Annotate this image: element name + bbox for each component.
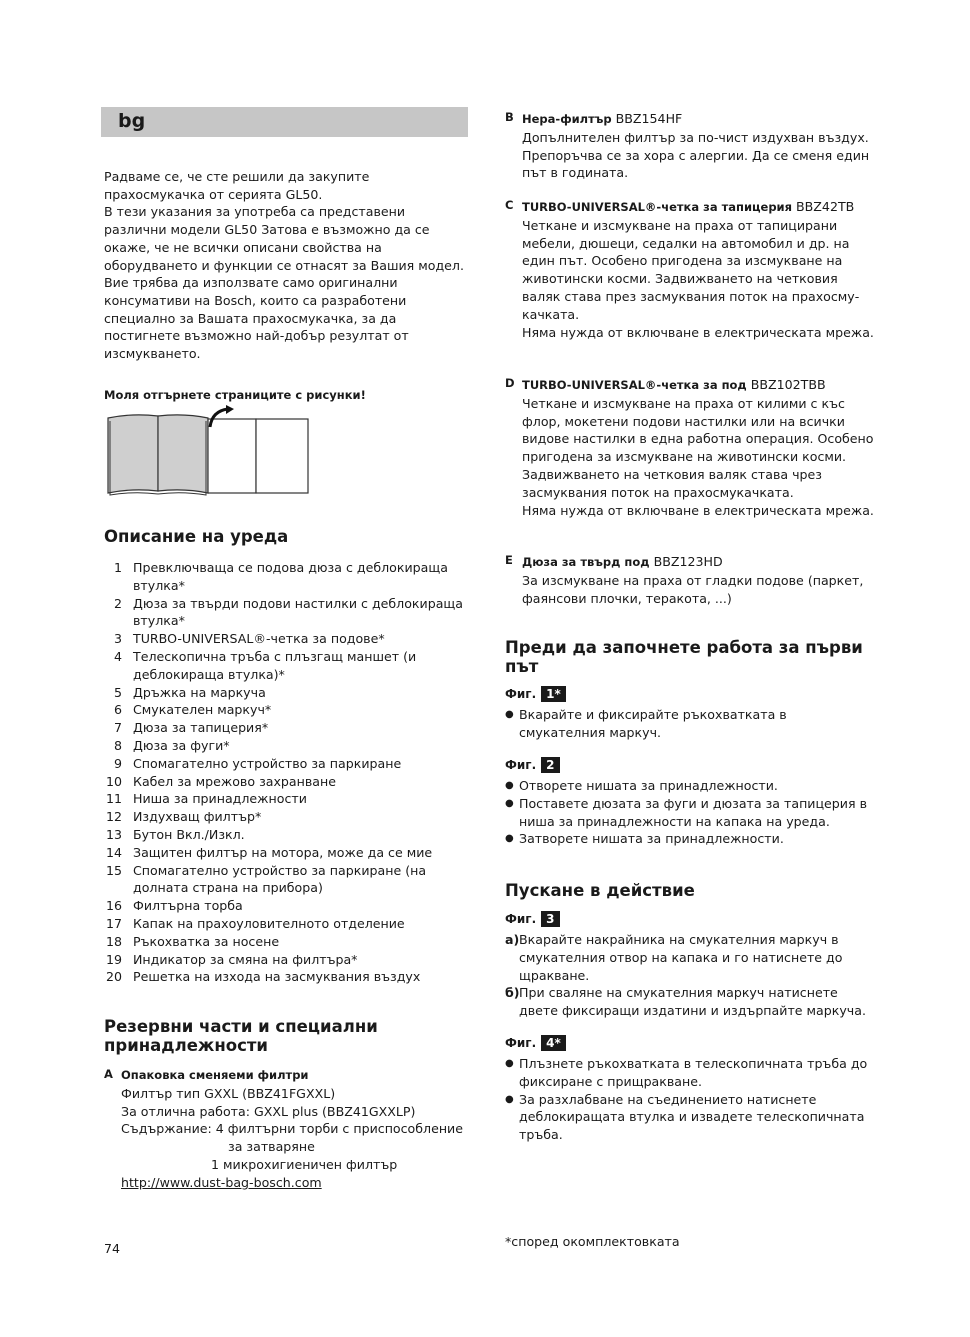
fig-1-label (505, 686, 566, 702)
parts-list-item-text: Кабел за мрежово захранване (133, 773, 337, 789)
parts-list-item (104, 737, 468, 755)
bullet-item-text: Плъзнете ръкохватката в телескопичната тръба до фиксиране с прищракване. (519, 1056, 868, 1089)
parts-list-item (104, 559, 468, 595)
parts-list-item (104, 630, 468, 648)
bullet-item (505, 1091, 875, 1144)
bullet-item-text: Поставете дюзата за фуги и дюзата за тапицерия в ниша за принадлежности на капака на уреда. (519, 795, 867, 829)
item-number: 10 (105, 773, 122, 789)
parts-list-item (104, 648, 468, 684)
bullet-item-text: За разхлабване на съединението натиснете деблокиращата втулка и извадете телескопичната тръба. (519, 1091, 865, 1143)
item-number: 1 (113, 560, 122, 575)
parts-list-item-text: Спомагателно устройство за паркиране (133, 755, 402, 771)
step-item (505, 984, 875, 1020)
parts-list-item-text: Дръжка на маркуча (133, 684, 266, 700)
parts-list-item (104, 684, 468, 702)
fig-word: Фиг. (505, 912, 537, 926)
parts-list-item-text: Дюза за тапицерия* (133, 720, 269, 736)
intro-text: Радваме се, че сте решили да закупите прахосмукачка от серията GL50. В тези указания за употреба са представени различни модели GL50 Затова е възможно да се окаже, че не всички описани свойства на оборудването и функции се отнасят за Вашия модел. Вие трябва да използвате само оригинални консумативи на Bosch, които са разработени специално за Вашата прахосмукачка, за да постигнете възможно най-добър резултат от изсмукването. (104, 169, 464, 362)
parts-list-item-text: Индикатор за смяна на филтъра* (133, 951, 358, 967)
fig-3-label (505, 911, 560, 927)
item-number: 20 (105, 969, 122, 985)
spare-entry-e (505, 553, 875, 607)
parts-list-item-text: Капак на прахоуловителното отделение (133, 915, 405, 931)
bullet-item-text: Отворете нишата за принадлежности. (519, 778, 778, 793)
fig-1-badge: 1* (541, 686, 566, 702)
parts-list-item (104, 951, 468, 969)
bullet-item (505, 795, 875, 831)
language-bar (101, 107, 468, 137)
fig-2-list (505, 777, 875, 848)
entry-code: BBZ123HD (649, 554, 723, 569)
step-item-text: Вкарайте накрайника на смукателния маркуч в смукателния отвор на капака и го натиснете до щракване. (519, 932, 843, 983)
parts-list-item (104, 755, 468, 773)
fig-2-label (505, 757, 560, 773)
footnote: *според окомплектовката (505, 1234, 680, 1249)
fig-4-list (505, 1055, 875, 1144)
fig-1-list (505, 706, 875, 742)
parts-list-item (104, 933, 468, 951)
parts-list-item-text: Филтърна торба (133, 898, 243, 914)
entry-title: Дюза за твърд под (522, 555, 650, 569)
entry-title: Hepa-филтър (522, 112, 612, 126)
item-number: 14 (105, 844, 122, 860)
parts-list (104, 559, 468, 986)
item-number: 15 (105, 862, 122, 878)
description-title: Описание на уреда (104, 527, 289, 546)
item-number: 12 (105, 809, 122, 825)
parts-list-item-text: Ниша за принадлежности (133, 791, 307, 807)
item-number: 18 (105, 933, 122, 949)
bullet-item (505, 777, 875, 795)
entry-line: Съдържание: 4 филтърни торби с приспособление (121, 1121, 463, 1137)
entry-text-2: Няма нужда от включване в електрическата мрежа. (522, 324, 874, 340)
language-code: bg (118, 110, 146, 132)
bullet-item (505, 1055, 875, 1091)
spare-entry-a (104, 1067, 468, 1192)
fig-3-badge: 3 (541, 911, 559, 927)
step-label: a) (505, 932, 520, 947)
parts-list-item (104, 773, 468, 791)
fig-2-badge: 2 (541, 757, 559, 773)
entry-key: E (505, 553, 513, 567)
entry-text: За изсмукване на прахa от гладки подове (паркет, фаянсови плочки, теракота, ...) (522, 572, 864, 606)
parts-list-item (104, 862, 468, 898)
parts-list-item (104, 968, 468, 986)
fig-4-badge: 4* (541, 1035, 566, 1051)
item-number: 13 (105, 826, 122, 842)
spare-entry-d (505, 376, 875, 519)
parts-list-item (104, 808, 468, 826)
parts-list-item (104, 915, 468, 933)
item-number: 19 (105, 951, 122, 967)
parts-list-item (104, 897, 468, 915)
parts-list-item-text: Дюза за фуги* (133, 737, 230, 753)
item-number: 5 (113, 684, 122, 700)
entry-title: TURBO-UNIVERSAL®-четка за тапицерия (522, 200, 793, 214)
parts-list-item (104, 595, 468, 631)
fig-word: Фиг. (505, 687, 537, 701)
item-number: 16 (105, 898, 122, 914)
open-book (108, 415, 208, 495)
entry-title: TURBO-UNIVERSAL®-четка за под (522, 378, 747, 392)
tear-out-note: Моля отгърнете страниците с рисунки! (104, 388, 366, 402)
entry-code: BBZ154HF (611, 111, 683, 126)
parts-list-item-text: Смукателен маркуч* (133, 702, 272, 718)
entry-title: Опаковка сменяеми филтри (121, 1068, 309, 1082)
fig-3-steps (505, 931, 875, 1020)
item-number: 2 (113, 595, 122, 611)
page-number: 74 (104, 1241, 121, 1256)
item-number: 8 (113, 737, 122, 753)
parts-list-item (104, 826, 468, 844)
entry-text: Четкане и изсмукване на праха от килими с къс флор, мокетени подови настилки или на всички видове настилки в една работна операция. Особено пригодена за изсмукване на животински косми. Задвижването на четковия валяк става чрез засмуквания поток на прахосмукачката. (522, 395, 874, 500)
parts-list-item-text: Спомагателно устройство за паркиране (на долната страна на прибора) (133, 862, 427, 896)
spare-entry-b (505, 110, 875, 182)
booklet-illustration (106, 405, 312, 497)
parts-list-item (104, 844, 468, 862)
step-item (505, 931, 875, 984)
item-number: 11 (105, 791, 122, 807)
bullet-item (505, 706, 875, 742)
step-item-text: При сваляне на смукателния маркуч натиснете двете фиксиращи издатини и издърпайте маркуча. (519, 985, 866, 1019)
parts-list-item-text: Решетка на изхода на засмуквания въздух (133, 969, 421, 985)
fig-word: Фиг. (505, 1036, 537, 1050)
item-number: 3 (113, 631, 122, 647)
spare-parts-title: Резервни части и специални принадлежности (104, 1017, 378, 1055)
entry-line: За отлична работа: GXXL plus (BBZ41GXXLP) (121, 1103, 416, 1119)
item-number: 17 (105, 915, 122, 931)
startup-title: Пускане в действие (505, 881, 695, 900)
entry-text-2: Няма нужда от включване в електрическата мрежа. (522, 502, 874, 518)
entry-text: Допълнителен филтър за по-чист издухван въздух. Препоръчва се за хора с алергии. Да се сменя един път в годината. (522, 129, 870, 181)
parts-list-item (104, 719, 468, 737)
parts-list-item-text: Защитен филтър на мотора, може да се мие (133, 844, 433, 860)
entry-line: Филтър тип GXXL (BBZ41FGXXL) (121, 1085, 336, 1101)
foldout-pages (208, 419, 308, 493)
entry-line: 1 микрохигиеничен филтър (211, 1156, 398, 1172)
fig-word: Фиг. (505, 758, 537, 772)
item-number: 7 (113, 720, 122, 736)
parts-list-item-text: Издухващ филтър* (133, 809, 262, 825)
bullet-item-text: Затворете нишата за принадлежности. (519, 831, 784, 847)
parts-list-item (104, 790, 468, 808)
bullet-item-text: Вкарайте и фиксирайте ръкохватката в смукателния маркуч. (519, 707, 787, 740)
bullet-item (505, 830, 875, 848)
parts-list-item-text: Ръкохватка за носене (133, 933, 280, 949)
entry-key: A (104, 1067, 113, 1081)
parts-list-item-text: Телескопична тръба с плъзгащ маншет (и деблокираща втулка)* (133, 648, 417, 682)
entry-text: Четкане и изсмукване на прахa от тапицирани мебели, дюшеци, седалки на автомобил и др. на един път. Особено пригодена за изсмукване на животински косми. Задвижването на четковия валяк става през засмуквания поток на прахосму-качката. (522, 217, 860, 322)
before-first-use-title: Преди да започнете работа за първи път (505, 638, 863, 676)
fig-4-label (505, 1035, 566, 1051)
entry-code: BBZ102TBB (746, 377, 826, 392)
parts-list-item (104, 701, 468, 719)
spare-entry-c (505, 198, 875, 341)
entry-code: BBZ42TB (792, 199, 855, 214)
step-label: б) (505, 985, 520, 1001)
parts-list-item-text: Бутон Вкл./Изкл. (133, 826, 245, 842)
item-number: 9 (113, 755, 122, 771)
item-number: 4 (113, 648, 122, 664)
entry-line: за затваряне (228, 1139, 315, 1155)
parts-list-item-text: Дюза за твърди подови настилки с деблокираща втулка* (133, 595, 464, 629)
dust-bag-link[interactable]: http://www.dust-bag-bosch.com (121, 1174, 322, 1190)
parts-list-item-text: TURBO-UNIVERSAL®-четка за подове* (133, 631, 385, 647)
entry-key: B (505, 110, 514, 124)
entry-key: C (505, 198, 514, 212)
item-number: 6 (113, 702, 122, 718)
parts-list-item-text: Превключваща се подова дюза с деблокираща втулка* (133, 560, 448, 593)
entry-key: D (505, 376, 515, 390)
